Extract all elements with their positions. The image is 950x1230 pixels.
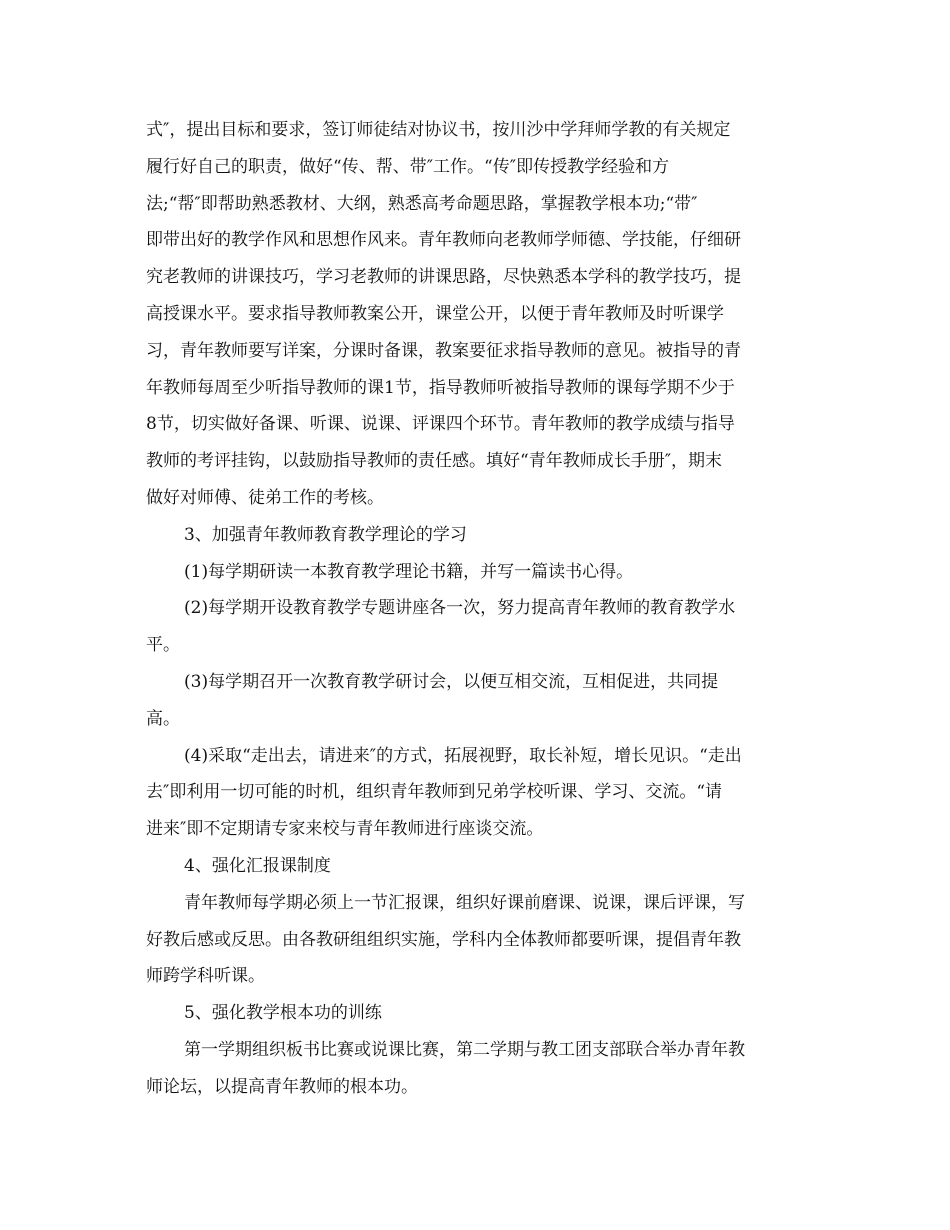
text-line: 履行好自己的职责，做好“传、帮、带″工作。“传″即传授教学经验和方 [146,156,670,177]
text-line: 高。 [146,708,180,729]
text-line: 习，青年教师要写详案，分课时备课，教案要征求指导教师的意见。被指导的青 [146,340,741,361]
text-line: (2)每学期开设教育教学专题讲座各一次，努力提高青年教师的教育教学水 [184,598,736,619]
text-line: 法;“帮″即帮助熟悉教材、大纲，熟悉高考命题思路，掌握教学根本功;“带″ [146,193,698,214]
text-line: 4、强化汇报课制度 [184,855,331,876]
text-line: 即带出好的教学作风和思想作风来。青年教师向老教师学师德、学技能，仔细研 [146,230,741,251]
text-line: 做好对师傅、徒弟工作的考核。 [146,487,384,508]
text-line: 3、加强青年教师教育教学理论的学习 [184,524,467,545]
text-line: 高授课水平。要求指导教师教案公开，课堂公开，以便于青年教师及时听课学 [146,303,724,324]
text-line: 进来″即不定期请专家来校与青年教师进行座谈交流。 [146,819,544,840]
document-body [146,112,806,1106]
text-line: 式″，提出目标和要求，签订师徒结对协议书，按川沙中学拜师学教的有关规定 [146,120,731,140]
text-line: 去″即利用一切可能的时机，组织青年教师到兄弟学校听课、学习、交流。“请 [146,782,723,803]
text-line: (4)采取“走出去，请进来″的方式，拓展视野，取长补短，增长见识。“走出 [184,745,742,766]
text-line: 师论坛，以提高青年教师的根本功。 [146,1076,418,1097]
text-line: 平。 [146,635,180,656]
text-line: 教师的考评挂钩，以鼓励指导教师的责任感。填好“青年教师成长手册″，期末 [146,451,723,472]
text-line: 5、强化教学根本功的训练 [184,1003,382,1024]
text-line: 究老教师的讲课技巧，学习老教师的讲课思路，尽快熟悉本学科的教学技巧，提 [146,267,741,288]
text-line: (1)每学期研读一本教育教学理论书籍，并写一篇读书心得。 [184,561,634,582]
text-line: 好教后感或反思。由各教研组组织实施，学科内全体教师都要听课，提倡青年教 [146,929,741,950]
text-line: 青年教师每学期必须上一节汇报课，组织好课前磨课、说课，课后评课，写 [184,892,745,913]
text-line: 年教师每周至少听指导教师的课1节，指导教师听被指导教师的课每学期不少于 [146,377,735,398]
text-line: 第一学期组织板书比赛或说课比赛，第二学期与教工团支部联合举办青年教 [184,1039,745,1060]
text-line: 8节，切实做好备课、听课、说课、评课四个环节。青年教师的教学成绩与指导 [146,414,735,435]
text-line: 师跨学科听课。 [146,966,265,987]
text-line: (3)每学期召开一次教育教学研讨会，以便互相交流，互相促进，共同提 [184,671,719,692]
